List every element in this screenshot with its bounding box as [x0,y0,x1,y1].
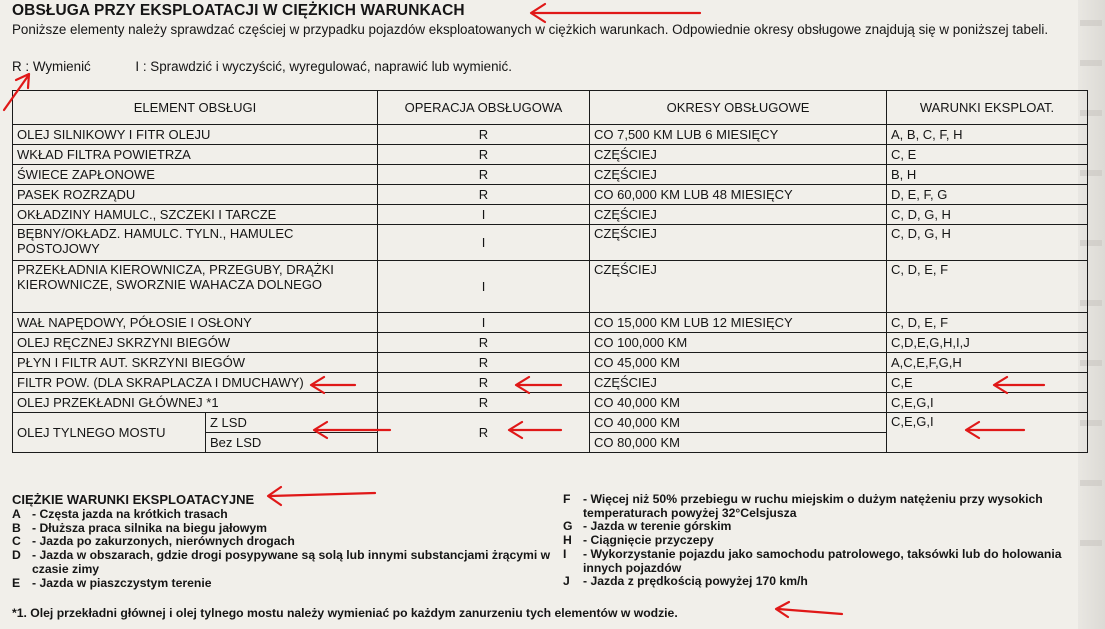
intro-text: Poniższe elementy należy sprawdzać częściej w przypadku pojazdów eksploatowanych w ciężkich warunkach. Odpowiednie okresy obsługowe znajdują się w poniższej tabeli. [12,22,1049,37]
condition-key: G [563,519,573,534]
condition-key: B [12,520,21,535]
arrow-footnote [776,602,842,617]
cell-interval: CO 45,000 KM [590,353,887,373]
legend-replace: R : Wymienić [12,59,91,74]
arrow-atf-cond [994,377,1044,393]
cell-operation: R [378,353,590,373]
cell-interval: CO 15,000 KM LUB 12 MIESIĘCY [590,313,887,333]
footnote: *1. Olej przekładni głównej i olej tylnego mostu należy wymieniać po każdym zanurzeniu tych elementów w wodzie. [12,606,678,620]
cell-element: PRZEKŁADNIA KIEROWNICZA, PRZEGUBY, DRĄŻKI KIEROWNICZE, SWORZNIE WAHACZA DOLNEGO [13,261,378,313]
header-intervals: OKRESY OBSŁUGOWE [590,91,887,125]
cell-operation: R [378,145,590,165]
cell-interval: CZĘŚCIEJ [590,225,887,261]
cell-operation: I [378,225,590,261]
condition-key: J [563,574,570,589]
condition-key: H [563,533,572,548]
condition-key: E [12,575,21,590]
arrow-title [531,4,700,22]
condition-text: - Ciągnięcie przyczepy [583,533,714,548]
cell-interval: CZĘŚCIEJ [590,165,887,185]
cell-element: WKŁAD FILTRA POWIETRZA [13,145,378,165]
header-conditions: WARUNKI EKSPLOAT. [887,91,1088,125]
cell-element: ŚWIECE ZAPŁONOWE [13,165,378,185]
cell-element: PŁYN I FILTR AUT. SKRZYNI BIEGÓW [13,353,378,373]
header-operation: OPERACJA OBSŁUGOWA [378,91,590,125]
cell-element: FILTR POW. (DLA SKRAPLACZA I DMUCHAWY) [13,373,378,393]
cell-interval: CZĘŚCIEJ [590,261,887,313]
arrow-atf-element [311,377,355,393]
condition-text: - Jazda po zakurzonych, nierównych drogach [32,534,295,549]
conditions-header: CIĘŻKIE WARUNKI EKSPLOATACYJNE [12,492,255,507]
cell-operation: R [378,373,590,393]
cell-interval: CO 100,000 KM [590,333,887,353]
cell-conditions: C, D, E, F [887,261,1088,313]
cell-element: PASEK ROZRZĄDU [13,185,378,205]
cell-conditions: D, E, F, G [887,185,1088,205]
legend-inspect: I : Sprawdzić i wyczyścić, wyregulować, naprawić lub wymienić. [135,59,512,74]
condition-text: - Jazda z prędkością powyżej 170 km/h [583,574,808,589]
cell-element: OLEJ TYLNEGO MOSTU [13,413,206,453]
condition-key: F [563,492,571,506]
cell-element: WAŁ NAPĘDOWY, PÓŁOSIE I OSŁONY [13,313,378,333]
arrow-conditions [268,487,375,505]
cell-sub-lsd: Z LSD [206,413,378,433]
cell-operation: R [378,393,590,413]
cell-sub-no-lsd: Bez LSD [206,433,378,453]
cell-interval: CZĘŚCIEJ [590,373,887,393]
arrow-atf-op [516,377,561,393]
cell-operation: I [378,205,590,225]
cell-conditions: B, H [887,165,1088,185]
condition-text: - Jazda w terenie górskim [583,519,732,534]
cell-interval: CO 40,000 KM [590,393,887,413]
condition-text: - Dłuższa praca silnika na biegu jałowym [32,520,268,535]
cell-conditions: C, D, G, H [887,205,1088,225]
cell-conditions: A, B, C, F, H [887,125,1088,145]
cell-conditions: C, D, G, H [887,225,1088,261]
page-title: OBSŁUGA PRZY EKSPLOATACJI W CIĘŻKICH WARUNKACH [12,2,465,19]
cell-interval: CO 7,500 KM LUB 6 MIESIĘCY [590,125,887,145]
arrow-diff-cond [966,422,1024,438]
cell-operation: R [378,185,590,205]
arrow-diff-op [509,422,561,438]
condition-text: - Jazda w piaszczystym terenie [32,575,212,590]
header-element: ELEMENT OBSŁUGI [13,91,378,125]
cell-conditions: C,E,G,I [887,413,1088,453]
cell-interval: CZĘŚCIEJ [590,205,887,225]
cell-conditions: C,D,E,G,H,I,J [887,333,1088,353]
condition-key: I [563,546,567,561]
condition-text: - Częsta jazda na krótkich trasach [32,507,228,521]
cell-operation: R [378,333,590,353]
cell-interval: CO 60,000 KM LUB 48 MIESIĘCY [590,185,887,205]
cell-interval: CO 80,000 KM [590,433,887,453]
cell-operation: I [378,261,590,313]
cell-element: OLEJ SILNIKOWY I FITR OLEJU [13,125,378,145]
arrow-legend-r [4,74,29,110]
condition-key: D [12,548,21,563]
cell-element: OLEJ PRZEKŁADNI GŁÓWNEJ *1 [13,393,378,413]
cell-element: OLEJ RĘCZNEJ SKRZYNI BIEGÓW [13,333,378,353]
cell-interval: CO 40,000 KM [590,413,887,433]
cell-interval: CZĘŚCIEJ [590,145,887,165]
cell-element: BĘBNY/OKŁADZ. HAMULC. TYLN., HAMULEC POSTOJOWY [13,225,378,261]
cell-conditions: C,E,G,I [887,393,1088,413]
cell-element: OKŁADZINY HAMULC., SZCZEKI I TARCZE [13,205,378,225]
condition-key: C [12,534,21,549]
cell-conditions: C, D, E, F [887,313,1088,333]
condition-text: - Wykorzystanie pojazdu jako samochodu patrolowego, taksówki lub do holowania innych pojazdów [583,546,1062,575]
cell-operation: I [378,313,590,333]
cell-operation: R [378,413,590,453]
condition-key: A [12,507,21,521]
cell-operation: R [378,165,590,185]
cell-conditions: A,C,E,F,G,H [887,353,1088,373]
condition-text: - Jazda w obszarach, gdzie drogi posypywane są solą lub innymi substancjami żrącymi w czasie zimy [32,548,551,576]
cell-conditions: C,E [887,373,1088,393]
cell-operation: R [378,125,590,145]
condition-text: - Więcej niż 50% przebiegu w ruchu miejskim o dużym natężeniu przy wysokich temperaturach powyżej 32°Celsjusza [583,492,1043,520]
arrow-diff-element [314,422,390,438]
cell-conditions: C, E [887,145,1088,165]
